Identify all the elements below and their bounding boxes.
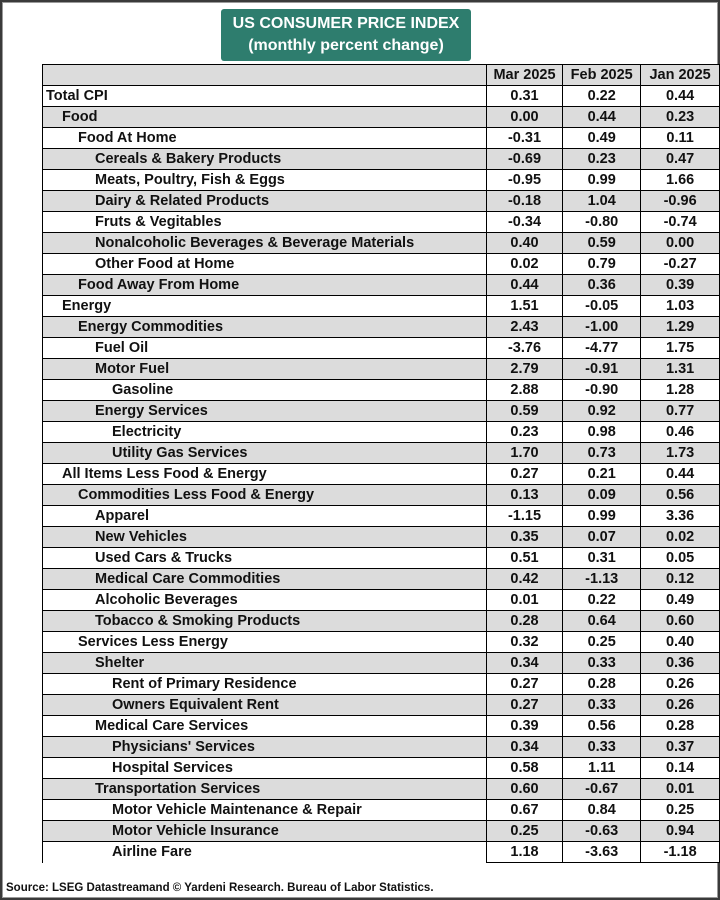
value-jan-2025: 1.66 xyxy=(641,170,720,191)
value-feb-2025: 0.33 xyxy=(563,695,641,716)
value-feb-2025: 0.59 xyxy=(563,233,641,254)
row-label: Used Cars & Trucks xyxy=(43,548,487,569)
value-mar-2025: 0.27 xyxy=(486,695,562,716)
table-row xyxy=(43,737,720,758)
table-row xyxy=(43,569,720,590)
row-label: Food Away From Home xyxy=(43,275,487,296)
value-mar-2025: -3.76 xyxy=(486,338,562,359)
value-jan-2025: 0.02 xyxy=(641,527,720,548)
value-jan-2025: 0.11 xyxy=(641,128,720,149)
value-mar-2025: 1.51 xyxy=(486,296,562,317)
row-label: Electricity xyxy=(43,422,487,443)
value-mar-2025: 0.58 xyxy=(486,758,562,779)
row-label: Airline Fare xyxy=(43,842,487,863)
row-label: Motor Fuel xyxy=(43,359,487,380)
value-feb-2025: 0.33 xyxy=(563,653,641,674)
value-mar-2025: 0.44 xyxy=(486,275,562,296)
table-row xyxy=(43,632,720,653)
value-feb-2025: -0.91 xyxy=(563,359,641,380)
value-mar-2025: 0.34 xyxy=(486,737,562,758)
value-mar-2025: 0.28 xyxy=(486,611,562,632)
row-label: Tobacco & Smoking Products xyxy=(43,611,487,632)
value-feb-2025: 0.56 xyxy=(563,716,641,737)
column-header-feb-2025: Feb 2025 xyxy=(563,65,641,86)
value-feb-2025: -0.63 xyxy=(563,821,641,842)
row-label: Utility Gas Services xyxy=(43,443,487,464)
row-label: Fuel Oil xyxy=(43,338,487,359)
value-mar-2025: 0.51 xyxy=(486,548,562,569)
value-feb-2025: 0.84 xyxy=(563,800,641,821)
value-jan-2025: -0.27 xyxy=(641,254,720,275)
value-feb-2025: 0.22 xyxy=(563,86,641,107)
value-feb-2025: -4.77 xyxy=(563,338,641,359)
table-row xyxy=(43,716,720,737)
value-jan-2025: 0.44 xyxy=(641,464,720,485)
value-feb-2025: 1.11 xyxy=(563,758,641,779)
table-row xyxy=(43,422,720,443)
title-banner xyxy=(221,9,471,61)
table-row xyxy=(43,821,720,842)
table-row xyxy=(43,800,720,821)
value-jan-2025: 0.44 xyxy=(641,86,720,107)
table-row xyxy=(43,128,720,149)
value-jan-2025: 0.01 xyxy=(641,779,720,800)
value-jan-2025: 0.77 xyxy=(641,401,720,422)
row-label: Medical Care Services xyxy=(43,716,487,737)
value-mar-2025: 1.18 xyxy=(486,842,562,863)
row-label: All Items Less Food & Energy xyxy=(43,464,487,485)
value-jan-2025: 0.49 xyxy=(641,590,720,611)
value-jan-2025: -0.74 xyxy=(641,212,720,233)
value-jan-2025: 0.12 xyxy=(641,569,720,590)
row-label: Motor Vehicle Maintenance & Repair xyxy=(43,800,487,821)
row-label: Owners Equivalent Rent xyxy=(43,695,487,716)
value-jan-2025: 0.46 xyxy=(641,422,720,443)
value-jan-2025: 1.73 xyxy=(641,443,720,464)
table-row xyxy=(43,149,720,170)
title-subtitle: (monthly percent change) xyxy=(248,37,444,54)
value-mar-2025: 0.39 xyxy=(486,716,562,737)
table-row xyxy=(43,485,720,506)
table-row xyxy=(43,506,720,527)
title-main: US CONSUMER PRICE INDEX xyxy=(232,15,460,32)
table-row xyxy=(43,338,720,359)
table-row xyxy=(43,86,720,107)
table-row xyxy=(43,170,720,191)
row-label: Food At Home xyxy=(43,128,487,149)
value-mar-2025: -0.95 xyxy=(486,170,562,191)
value-mar-2025: 0.23 xyxy=(486,422,562,443)
header-row xyxy=(43,65,720,86)
row-label: Other Food at Home xyxy=(43,254,487,275)
value-mar-2025: 0.01 xyxy=(486,590,562,611)
value-feb-2025: -0.80 xyxy=(563,212,641,233)
table-row xyxy=(43,527,720,548)
value-feb-2025: 0.09 xyxy=(563,485,641,506)
row-label: Fruts & Vegitables xyxy=(43,212,487,233)
table-row xyxy=(43,611,720,632)
value-feb-2025: 0.23 xyxy=(563,149,641,170)
row-label: Medical Care Commodities xyxy=(43,569,487,590)
value-feb-2025: 0.21 xyxy=(563,464,641,485)
value-feb-2025: 0.99 xyxy=(563,506,641,527)
table-row xyxy=(43,548,720,569)
column-header-jan-2025: Jan 2025 xyxy=(641,65,720,86)
value-mar-2025: 2.43 xyxy=(486,317,562,338)
value-jan-2025: 0.37 xyxy=(641,737,720,758)
table-row xyxy=(43,380,720,401)
column-header-mar-2025: Mar 2025 xyxy=(486,65,562,86)
table-row xyxy=(43,296,720,317)
row-label: Energy xyxy=(43,296,487,317)
table-row xyxy=(43,254,720,275)
value-jan-2025: -1.18 xyxy=(641,842,720,863)
value-feb-2025: 0.31 xyxy=(563,548,641,569)
value-mar-2025: -0.31 xyxy=(486,128,562,149)
row-label: Physicians' Services xyxy=(43,737,487,758)
value-jan-2025: 1.03 xyxy=(641,296,720,317)
table-row xyxy=(43,653,720,674)
table-row xyxy=(43,779,720,800)
row-label: Meats, Poultry, Fish & Eggs xyxy=(43,170,487,191)
value-mar-2025: 0.13 xyxy=(486,485,562,506)
value-feb-2025: 0.25 xyxy=(563,632,641,653)
value-mar-2025: 0.27 xyxy=(486,464,562,485)
value-jan-2025: 0.26 xyxy=(641,695,720,716)
table-row xyxy=(43,317,720,338)
value-feb-2025: 0.73 xyxy=(563,443,641,464)
value-jan-2025: 0.28 xyxy=(641,716,720,737)
row-label: Food xyxy=(43,107,487,128)
value-jan-2025: 0.56 xyxy=(641,485,720,506)
value-feb-2025: 0.36 xyxy=(563,275,641,296)
row-label: New Vehicles xyxy=(43,527,487,548)
row-label: Transportation Services xyxy=(43,779,487,800)
value-feb-2025: 0.28 xyxy=(563,674,641,695)
cpi-table xyxy=(42,64,720,863)
value-mar-2025: -0.34 xyxy=(486,212,562,233)
table-row xyxy=(43,107,720,128)
table-row xyxy=(43,590,720,611)
value-jan-2025: 1.75 xyxy=(641,338,720,359)
value-feb-2025: 0.33 xyxy=(563,737,641,758)
row-label: Cereals & Bakery Products xyxy=(43,149,487,170)
value-feb-2025: 0.49 xyxy=(563,128,641,149)
table-row xyxy=(43,842,720,863)
value-mar-2025: 0.59 xyxy=(486,401,562,422)
table-row xyxy=(43,191,720,212)
value-feb-2025: -1.13 xyxy=(563,569,641,590)
row-label: Apparel xyxy=(43,506,487,527)
value-mar-2025: 0.42 xyxy=(486,569,562,590)
value-mar-2025: 1.70 xyxy=(486,443,562,464)
row-label: Energy Commodities xyxy=(43,317,487,338)
header-label-blank xyxy=(43,65,487,86)
value-feb-2025: 0.98 xyxy=(563,422,641,443)
value-jan-2025: 3.36 xyxy=(641,506,720,527)
value-feb-2025: 0.79 xyxy=(563,254,641,275)
value-jan-2025: 0.14 xyxy=(641,758,720,779)
value-jan-2025: 0.47 xyxy=(641,149,720,170)
row-label: Energy Services xyxy=(43,401,487,422)
value-jan-2025: 1.31 xyxy=(641,359,720,380)
table-row xyxy=(43,758,720,779)
table-row xyxy=(43,674,720,695)
value-mar-2025: 0.02 xyxy=(486,254,562,275)
row-label: Total CPI xyxy=(43,86,487,107)
value-feb-2025: -1.00 xyxy=(563,317,641,338)
table-row xyxy=(43,464,720,485)
value-feb-2025: 0.92 xyxy=(563,401,641,422)
table-body xyxy=(43,86,720,863)
value-jan-2025: 0.05 xyxy=(641,548,720,569)
value-mar-2025: 2.88 xyxy=(486,380,562,401)
value-mar-2025: -1.15 xyxy=(486,506,562,527)
row-label: Motor Vehicle Insurance xyxy=(43,821,487,842)
table-row xyxy=(43,695,720,716)
value-mar-2025: 0.32 xyxy=(486,632,562,653)
value-mar-2025: -0.69 xyxy=(486,149,562,170)
value-mar-2025: 0.27 xyxy=(486,674,562,695)
value-feb-2025: 0.44 xyxy=(563,107,641,128)
row-label: Rent of Primary Residence xyxy=(43,674,487,695)
table-row xyxy=(43,443,720,464)
value-jan-2025: 0.36 xyxy=(641,653,720,674)
table-row xyxy=(43,401,720,422)
value-feb-2025: -0.05 xyxy=(563,296,641,317)
value-jan-2025: 0.39 xyxy=(641,275,720,296)
value-feb-2025: 0.99 xyxy=(563,170,641,191)
value-mar-2025: 0.34 xyxy=(486,653,562,674)
value-jan-2025: 0.23 xyxy=(641,107,720,128)
value-mar-2025: 0.60 xyxy=(486,779,562,800)
value-mar-2025: 0.40 xyxy=(486,233,562,254)
value-mar-2025: 2.79 xyxy=(486,359,562,380)
table-row xyxy=(43,275,720,296)
value-jan-2025: 1.29 xyxy=(641,317,720,338)
table-row xyxy=(43,359,720,380)
row-label: Shelter xyxy=(43,653,487,674)
value-feb-2025: 0.22 xyxy=(563,590,641,611)
value-mar-2025: 0.31 xyxy=(486,86,562,107)
value-feb-2025: 0.64 xyxy=(563,611,641,632)
value-jan-2025: 0.60 xyxy=(641,611,720,632)
value-jan-2025: 1.28 xyxy=(641,380,720,401)
row-label: Gasoline xyxy=(43,380,487,401)
value-jan-2025: 0.26 xyxy=(641,674,720,695)
value-feb-2025: -3.63 xyxy=(563,842,641,863)
row-label: Nonalcoholic Beverages & Beverage Materials xyxy=(43,233,487,254)
value-mar-2025: 0.35 xyxy=(486,527,562,548)
row-label: Commodities Less Food & Energy xyxy=(43,485,487,506)
value-feb-2025: -0.90 xyxy=(563,380,641,401)
value-jan-2025: -0.96 xyxy=(641,191,720,212)
value-mar-2025: 0.25 xyxy=(486,821,562,842)
row-label: Services Less Energy xyxy=(43,632,487,653)
value-jan-2025: 0.25 xyxy=(641,800,720,821)
value-mar-2025: 0.00 xyxy=(486,107,562,128)
table-row xyxy=(43,212,720,233)
value-feb-2025: -0.67 xyxy=(563,779,641,800)
value-feb-2025: 1.04 xyxy=(563,191,641,212)
row-label: Hospital Services xyxy=(43,758,487,779)
value-feb-2025: 0.07 xyxy=(563,527,641,548)
value-jan-2025: 0.94 xyxy=(641,821,720,842)
value-mar-2025: 0.67 xyxy=(486,800,562,821)
table-row xyxy=(43,233,720,254)
value-jan-2025: 0.00 xyxy=(641,233,720,254)
value-jan-2025: 0.40 xyxy=(641,632,720,653)
source-note: Source: LSEG Datastreamand © Yardeni Research. Bureau of Labor Statistics. xyxy=(6,882,434,894)
value-mar-2025: -0.18 xyxy=(486,191,562,212)
row-label: Alcoholic Beverages xyxy=(43,590,487,611)
row-label: Dairy & Related Products xyxy=(43,191,487,212)
